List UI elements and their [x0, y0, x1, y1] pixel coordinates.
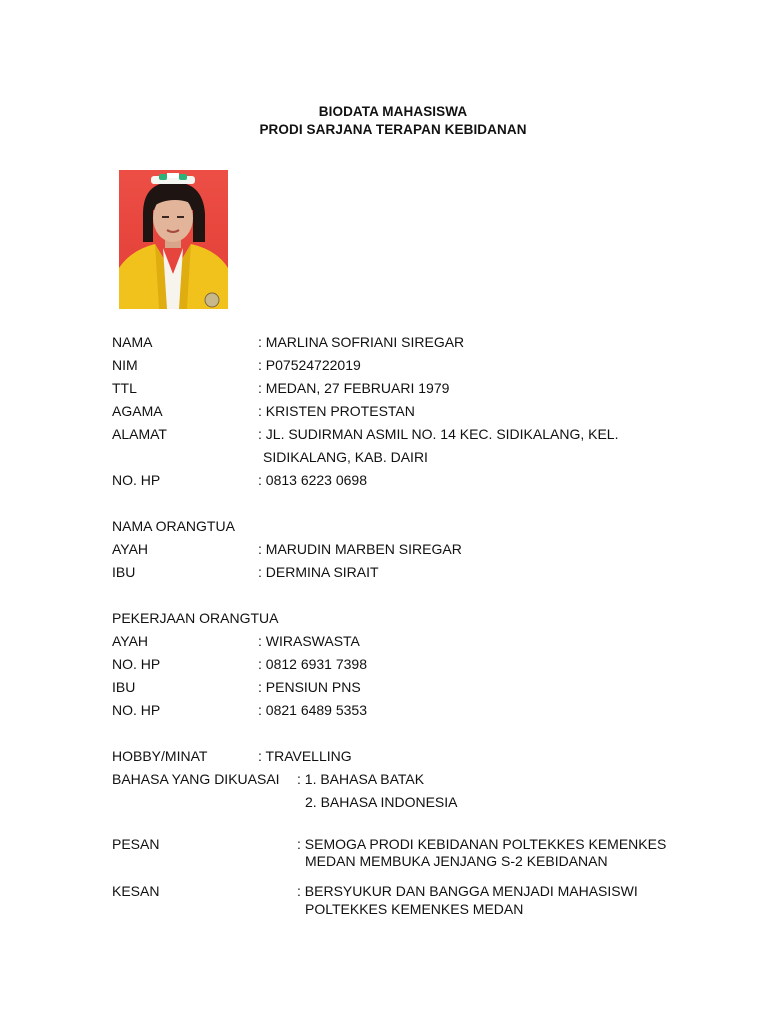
value-ayah: : MARUDIN MARBEN SIREGAR — [258, 541, 462, 557]
portrait-illustration — [119, 170, 228, 309]
label-alamat: ALAMAT — [112, 426, 167, 442]
label-ibu: IBU — [112, 564, 136, 580]
value-ttl: : MEDAN, 27 FEBRUARI 1979 — [258, 380, 450, 396]
document-title: BIODATA MAHASISWA — [318, 104, 468, 119]
label-ayah-hp: NO. HP — [112, 656, 161, 672]
value-agama: : KRISTEN PROTESTAN — [258, 403, 415, 419]
value-nim: : P07524722019 — [258, 357, 361, 373]
label-hp: NO. HP — [112, 472, 161, 488]
label-ayah: AYAH — [112, 541, 149, 557]
student-photo — [119, 170, 228, 309]
value-kesan-line2: POLTEKKES KEMENKES MEDAN — [305, 901, 524, 917]
value-hp: : 0813 6223 0698 — [258, 472, 367, 488]
label-ibu-job: IBU — [112, 679, 136, 695]
value-pesan-line1: : SEMOGA PRODI KEBIDANAN POLTEKKES KEMENKES — [297, 836, 667, 852]
label-pesan: PESAN — [112, 836, 160, 852]
heading-pekerjaan-orangtua: PEKERJAAN ORANGTUA — [112, 610, 279, 626]
label-nim: NIM — [112, 357, 138, 373]
value-bahasa-1: : 1. BAHASA BATAK — [297, 771, 425, 787]
label-ayah-job: AYAH — [112, 633, 149, 649]
value-bahasa-2: 2. BAHASA INDONESIA — [305, 794, 458, 810]
heading-nama-orangtua: NAMA ORANGTUA — [112, 518, 235, 534]
value-kesan-line1: : BERSYUKUR DAN BANGGA MENJADI MAHASISWI — [297, 883, 638, 899]
label-agama: AGAMA — [112, 403, 163, 419]
value-hobby: : TRAVELLING — [258, 748, 352, 764]
value-ibu: : DERMINA SIRAIT — [258, 564, 379, 580]
value-ayah-job: : WIRASWASTA — [258, 633, 360, 649]
value-nama: : MARLINA SOFRIANI SIREGAR — [258, 334, 465, 350]
value-ayah-hp: : 0812 6931 7398 — [258, 656, 367, 672]
label-hobby: HOBBY/MINAT — [112, 748, 208, 764]
label-nama: NAMA — [112, 334, 153, 350]
document-subtitle: PRODI SARJANA TERAPAN KEBIDANAN — [259, 122, 527, 137]
label-kesan: KESAN — [112, 883, 160, 899]
value-ibu-hp: : 0821 6489 5353 — [258, 702, 367, 718]
value-alamat-line2: SIDIKALANG, KAB. DAIRI — [263, 449, 428, 465]
label-ibu-hp: NO. HP — [112, 702, 161, 718]
value-ibu-job: : PENSIUN PNS — [258, 679, 361, 695]
label-ttl: TTL — [112, 380, 137, 396]
label-bahasa: BAHASA YANG DIKUASAI — [112, 771, 280, 787]
value-alamat-line1: : JL. SUDIRMAN ASMIL NO. 14 KEC. SIDIKALANG, KEL. — [258, 426, 619, 442]
value-pesan-line2: MEDAN MEMBUKA JENJANG S-2 KEBIDANAN — [305, 853, 608, 869]
